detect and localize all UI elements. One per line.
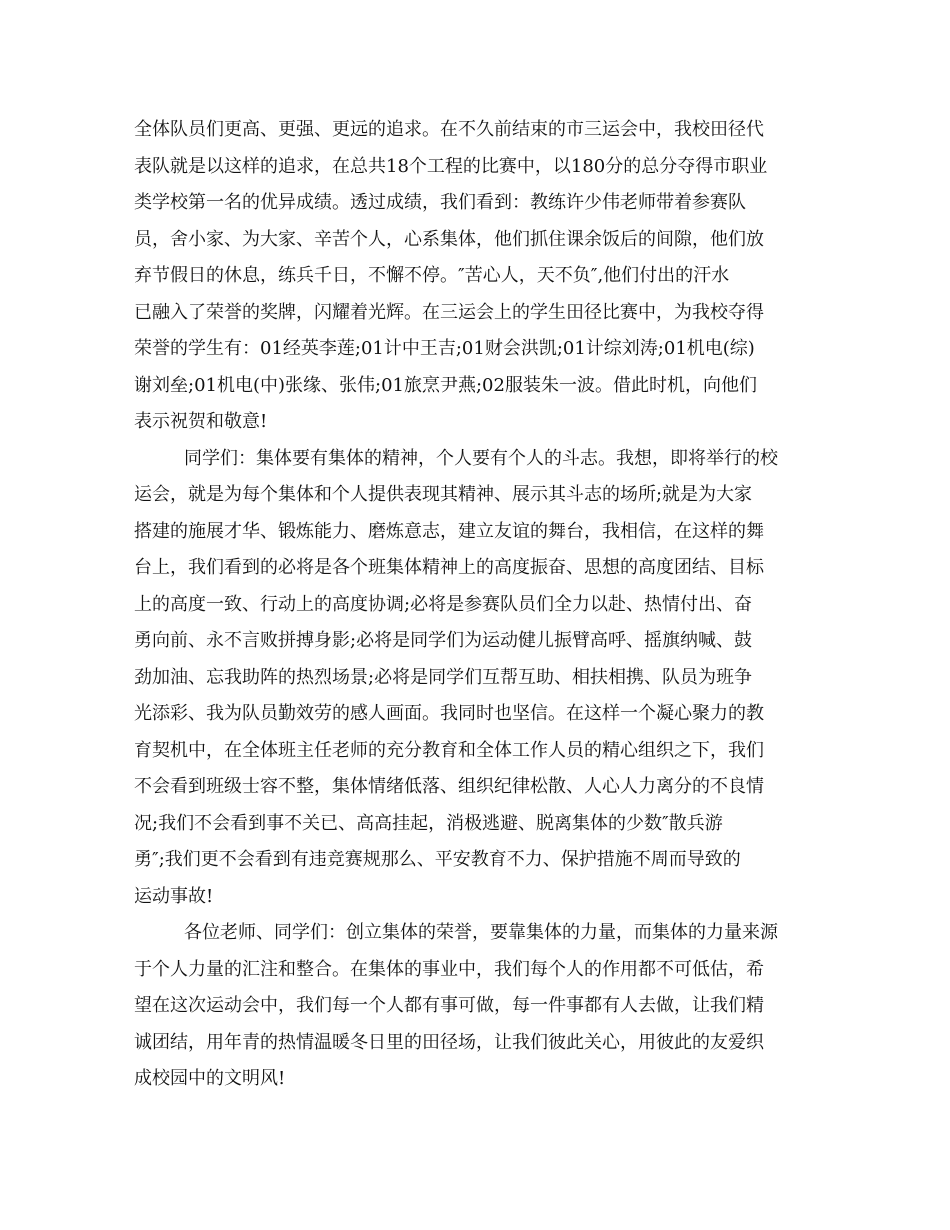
text-line: 台上，我们看到的必将是各个班集体精神上的高度振奋、思想的高度团结、目标 bbox=[134, 557, 764, 578]
text-line: 员，舍小家、为大家、辛苦个人，心系集体，他们抓住课余饭后的间隙，他们放 bbox=[134, 228, 764, 250]
text-line: 劲加油、忘我助阵的热烈场景;必将是同学们互帮互助、相扶相携、队员为班争 bbox=[134, 666, 753, 688]
text-line: 搭建的施展才华、锻炼能力、磨炼意志，建立友谊的舞台，我相信，在这样的舞 bbox=[134, 520, 764, 542]
text-line: 诚团结，用年青的热情温暖冬日里的田径场，让我们彼此关心，用彼此的友爱织 bbox=[134, 1031, 764, 1053]
text-line: 谢刘垒;01机电(中)张缘、张伟;01旅烹尹燕;02服装朱一波。借此时机，向他们 bbox=[134, 374, 757, 396]
document-body bbox=[134, 112, 814, 1098]
paragraph-first-line: 各位老师、同学们：创立集体的荣誉，要靠集体的力量，而集体的力量来源 bbox=[184, 922, 778, 943]
text-line: 光添彩、我为队员勤效劳的感人画面。我同时也坚信。在这样一个凝心聚力的教 bbox=[134, 703, 764, 724]
text-line: 类学校第一名的优异成绩。透过成绩，我们看到：教练许少伟老师带着参赛队 bbox=[134, 192, 746, 213]
text-line: 勇″;我们更不会看到有违竞赛规那么、平安教育不力、保护措施不周而导致的 bbox=[134, 849, 741, 870]
text-line: 上的高度一致、行动上的高度协调;必将是参赛队员们全力以赴、热情付出、奋 bbox=[134, 593, 753, 615]
text-line: 已融入了荣誉的奖牌，闪耀着光辉。在三运会上的学生田径比赛中，为我校夺得 bbox=[134, 301, 764, 323]
text-line: 表队就是以这样的追求，在总共18个工程的比赛中，以180分的总分夺得市职业 bbox=[134, 155, 768, 177]
text-line: 全体队员们更高、更强、更远的追求。在不久前结束的市三运会中，我校田径代 bbox=[134, 119, 764, 140]
text-line: 弃节假日的休息，练兵千日，不懈不停。″苦心人，天不负″,他们付出的汗水 bbox=[134, 265, 730, 286]
text-line: 育契机中，在全体班主任老师的充分教育和全体工作人员的精心组织之下，我们 bbox=[134, 739, 764, 761]
text-line: 勇向前、永不言败拼搏身影;必将是同学们为运动健儿振臂高呼、摇旗纳喊、鼓 bbox=[134, 630, 753, 651]
text-line: 运动事故! bbox=[134, 885, 214, 907]
text-line: 表示祝贺和敬意! bbox=[134, 411, 268, 432]
text-line: 运会，就是为每个集体和个人提供表现其精神、展示其斗志的场所;就是为大家 bbox=[134, 484, 753, 505]
text-line: 不会看到班级士容不整，集体情绪低落、组织纪律松散、人心人力离分的不良情 bbox=[134, 776, 764, 797]
text-line: 望在这次运动会中，我们每一个人都有事可做，每一件事都有人去做，让我们精 bbox=[134, 995, 764, 1016]
text-line: 成校园中的文明风! bbox=[134, 1068, 286, 1089]
text-line: 况;我们不会看到事不关已、高高挂起，消极逃避、脱离集体的少数″散兵游 bbox=[134, 812, 723, 834]
text-line: 荣誉的学生有：01经英李莲;01计中王吉;01财会洪凯;01计综刘涛;01机电(综) bbox=[134, 338, 755, 359]
paragraph-first-line: 同学们：集体要有集体的精神，个人要有个人的斗志。我想，即将举行的校 bbox=[184, 447, 778, 469]
text-line: 于个人力量的汇注和整合。在集体的事业中，我们每个人的作用都不可低估，希 bbox=[134, 958, 764, 980]
